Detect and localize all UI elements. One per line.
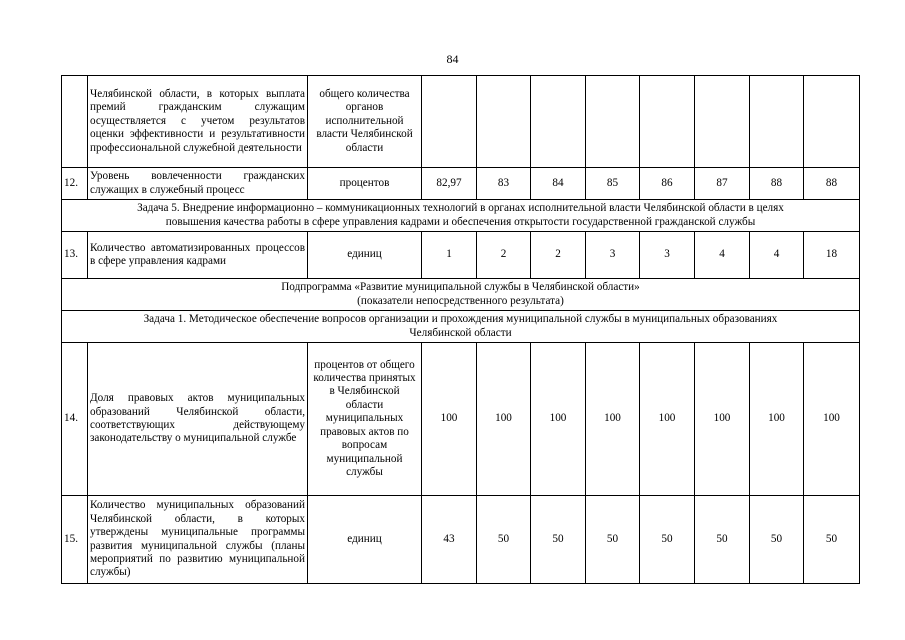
value-cell: 4 [750,232,804,279]
value-cell [640,76,695,168]
value-cell: 1 [422,232,477,279]
row-number: 12. [62,168,88,200]
value-cell [804,76,860,168]
value-cell: 100 [477,343,531,496]
page-number: 84 [446,52,459,66]
value-cell: 87 [695,168,750,200]
value-cell: 18 [804,232,860,279]
value-cell: 86 [640,168,695,200]
subprogram-header-row [62,279,860,311]
task-5-header-row [62,200,860,232]
task-1-header-row [62,311,860,343]
indicator-unit: единиц [308,496,422,584]
value-cell [422,76,477,168]
row-number: 13. [62,232,88,279]
row-number: 14. [62,343,88,496]
value-cell: 2 [531,232,586,279]
value-cell: 100 [804,343,860,496]
subprogram-heading [62,279,860,311]
value-cell: 100 [695,343,750,496]
value-cell: 100 [422,343,477,496]
indicator-name: Количество муниципальных образований Челябинской области, в которых утверждены муниципальные программы развития муниципальной службы (планы мероприятий по развитию муниципальной службы) [88,496,308,584]
value-cell: 4 [695,232,750,279]
value-cell: 50 [640,496,695,584]
indicator-name: Доля правовых актов муниципальных образований Челябинской области, соответствующих действующему законодательству о муниципальной службе [88,343,308,496]
value-cell: 100 [586,343,640,496]
value-cell: 88 [804,168,860,200]
row-number: 15. [62,496,88,584]
value-cell: 50 [531,496,586,584]
indicator-name: Челябинской области, в которых выплата премий гражданским служащим осуществляется с учетом результатов оценки эффективности и результативности профессиональной служебной деятельности [88,76,308,168]
value-cell: 100 [640,343,695,496]
value-cell: 50 [750,496,804,584]
value-cell: 50 [586,496,640,584]
value-cell: 50 [804,496,860,584]
value-cell [750,76,804,168]
value-cell: 50 [695,496,750,584]
value-cell [695,76,750,168]
row-number [62,76,88,168]
subprogram-line-2: (показатели непосредственного результата) [357,294,564,307]
value-cell: 88 [750,168,804,200]
table-row-13 [62,232,860,279]
indicator-unit: процентов от общего количества принятых в Челябинской области муниципальных правовых актов по вопросам муниципальной службы [308,343,422,496]
indicator-name: Количество автоматизированных процессов в сфере управления кадрами [88,232,308,279]
task-1-heading [62,311,860,343]
value-cell: 100 [531,343,586,496]
indicator-unit: процентов [308,168,422,200]
table-row-continued [62,76,860,168]
indicator-unit: общего количества органов исполнительной власти Челябинской области [308,76,422,168]
value-cell: 2 [477,232,531,279]
table-row-12 [62,168,860,200]
value-cell: 3 [640,232,695,279]
value-cell [477,76,531,168]
value-cell: 3 [586,232,640,279]
task-5-heading [62,200,860,232]
table-row-14 [62,343,860,496]
value-cell [531,76,586,168]
value-cell: 43 [422,496,477,584]
value-cell: 50 [477,496,531,584]
indicator-unit: единиц [308,232,422,279]
task-5-line-2: повышения качества работы в сфере управления кадрами и обеспечения открытости государственной гражданской службы [165,215,756,228]
task-1-line-1: Задача 1. Методическое обеспечение вопросов организации и прохождения муниципальной службы в муниципальных образованиях [143,313,778,326]
value-cell: 84 [531,168,586,200]
table-row-15 [62,496,860,584]
value-cell: 82,97 [422,168,477,200]
value-cell: 85 [586,168,640,200]
value-cell [586,76,640,168]
indicator-name: Уровень вовлеченности гражданских служащих в служебный процесс [88,168,308,200]
task-5-line-1: Задача 5. Внедрение информационно – коммуникационных технологий в органах исполнительной власти Челябинской области в целях [137,202,784,215]
subprogram-line-1: Подпрограмма «Развитие муниципальной службы в Челябинской области» [281,281,640,294]
indicators-table [61,75,860,584]
task-1-line-2: Челябинской области [409,326,512,339]
value-cell: 100 [750,343,804,496]
value-cell: 83 [477,168,531,200]
